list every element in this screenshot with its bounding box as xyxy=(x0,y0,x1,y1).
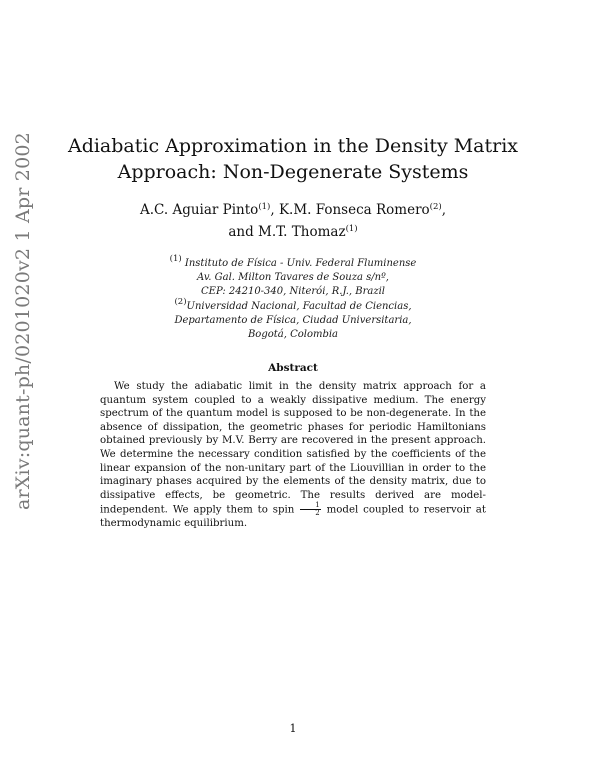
affiliation-mark: (1) xyxy=(258,202,271,212)
fraction-denominator: 2 xyxy=(315,509,320,518)
authors-line-2 xyxy=(60,220,526,242)
abstract-body xyxy=(100,380,486,531)
fraction-one-half xyxy=(300,502,320,517)
affiliation-mark: (1) xyxy=(169,254,182,264)
author-separator: , xyxy=(441,202,447,218)
fraction-numerator: 1 xyxy=(300,502,320,510)
affiliation-text: Instituto de Física - Univ. Federal Fluminense xyxy=(184,258,417,269)
arxiv-identifier: arXiv:quant-ph/0201020v2 1 Apr 2002 xyxy=(12,132,34,510)
author-list xyxy=(60,198,526,242)
title-line-2: Approach: Non-Degenerate Systems xyxy=(117,161,469,183)
authors-line-1 xyxy=(60,198,526,220)
affiliation-2-line-3: Bogotá, Colombia xyxy=(247,329,339,340)
affiliation-mark: (1) xyxy=(345,224,358,234)
affiliation-2 xyxy=(60,295,526,342)
affiliation-text: Universidad Nacional, Facultad de Ciencias, xyxy=(186,301,412,312)
abstract-heading: Abstract xyxy=(268,362,318,374)
affiliation-mark: (2) xyxy=(429,202,442,212)
affiliation-mark: (2) xyxy=(174,297,187,307)
paper-title xyxy=(60,133,526,185)
author-name: and M.T. Thomaz xyxy=(228,224,346,240)
abstract-paragraph xyxy=(100,380,486,531)
title-line-1: Adiabatic Approximation in the Density Matrix xyxy=(67,135,519,157)
affiliation-1-line-3: CEP: 24210-340, Niterói, R.J., Brazil xyxy=(201,286,385,297)
page-number: 1 xyxy=(289,722,297,735)
affiliation-2-line-2: Departamento de Física, Ciudad Universitaria, xyxy=(174,315,412,326)
affiliation-1-line-2: Av. Gal. Milton Tavares de Souza s/nº, xyxy=(197,272,389,283)
author-name: K.M. Fonseca Romero xyxy=(278,202,430,218)
affiliation-2-line-1 xyxy=(60,295,526,314)
abstract-text: We study the adiabatic limit in the density matrix approach for a quantum system coupled to a weakly dissipative medium. The energy spectrum of the quantum model is supposed to be non-degenerate. In the absence of dissipation, the geometric phases for periodic Hamiltonians obtained previously by M.V. Berry are recovered in the present approach. We determine the necessary condition satisfied by the coefficients of the linear expansion of the non-unitary part of the Liouvillian in order to the imaginary phases acquired by the elements of the density matrix, due to dissipative effects, be geometric. The results derived are model-independent. We apply them to spin xyxy=(100,381,486,516)
affiliation-1-line-1 xyxy=(60,252,526,271)
abstract-text-end: model coupled to reservoir at thermodynamic equilibrium. xyxy=(100,504,486,530)
author-name: A.C. Aguiar Pinto xyxy=(139,202,259,218)
affiliation-1 xyxy=(60,252,526,299)
author-separator: , xyxy=(270,202,279,218)
